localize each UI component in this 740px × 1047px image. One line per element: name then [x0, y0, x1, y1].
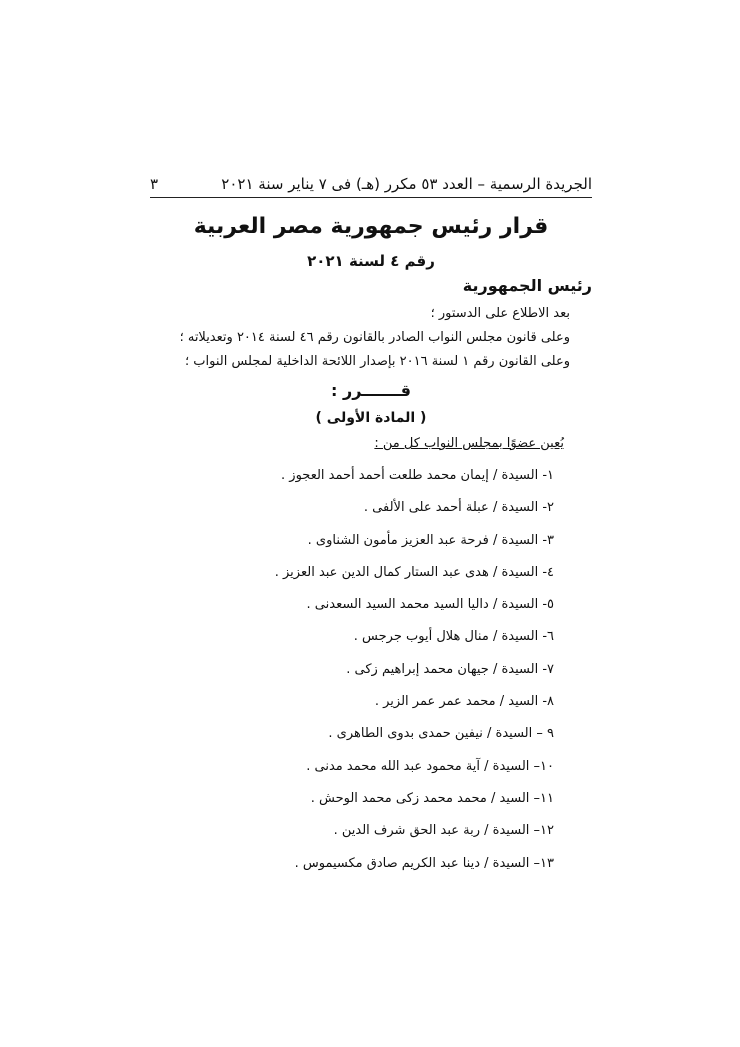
decree-number: رقم ٤ لسنة ٢٠٢١	[307, 252, 435, 270]
header-divider	[150, 197, 592, 198]
member-item: ١٢– السيدة / ربة عبد الحق شرف الدين .	[333, 823, 554, 839]
members-list	[275, 460, 554, 880]
decided-heading: قـــــــرر :	[331, 381, 411, 400]
member-item: ٤- السيدة / هدى عبد الستار كمال الدين عبد العزيز .	[274, 564, 554, 580]
article-heading: ( المادة الأولى )	[315, 410, 427, 426]
member-item: ٦- السيدة / منال هلال أيوب جرجس .	[353, 629, 554, 645]
decree-title: قرار رئيس جمهورية مصر العربية	[193, 214, 549, 239]
appointment-intro: يُعين عضوًا بمجلس النواب كل من :	[374, 436, 564, 451]
member-item: ٧- السيدة / جيهان محمد إبراهيم زكى .	[346, 661, 554, 677]
page-number: ٣	[150, 175, 159, 193]
preamble-line: وعلى قانون مجلس النواب الصادر بالقانون رقم ٤٦ لسنة ٢٠١٤ وتعديلاته ؛	[179, 330, 570, 345]
member-item: ١٠– السيدة / آية محمود عبد الله محمد مدنى .	[306, 758, 554, 774]
member-item: ١٣– السيدة / دينا عبد الكريم صادق مكسيموس .	[294, 855, 554, 871]
preamble-line: بعد الاطلاع على الدستور ؛	[430, 306, 570, 321]
member-item: ٢- السيدة / عبلة أحمد على الألفى .	[363, 500, 554, 516]
issuer-heading: رئيس الجمهورية	[462, 276, 592, 295]
preamble-list	[180, 302, 570, 374]
member-item: ٨- السيد / محمد عمر عمر الزير .	[374, 694, 554, 710]
member-item: ٩ – السيدة / نيفين حمدى بدوى الطاهرى .	[328, 726, 554, 742]
preamble-line: وعلى القانون رقم ١ لسنة ٢٠١٦ بإصدار اللائحة الداخلية لمجلس النواب ؛	[185, 354, 570, 369]
member-item: ١- السيدة / إيمان محمد طلعت أحمد أحمد العجوز .	[281, 468, 554, 483]
page-header	[150, 172, 592, 196]
member-item: ٥- السيدة / داليا السيد محمد السيد السعدنى .	[306, 597, 554, 613]
gazette-title: الجريدة الرسمية – العدد ٥٣ مكرر (هـ) فى ٧ يناير سنة ٢٠٢١	[221, 175, 592, 193]
member-item: ١١– السيد / محمد محمد زكى محمد الوحش .	[310, 790, 554, 806]
member-item: ٣- السيدة / فرحة عبد العزيز مأمون الشناوى .	[307, 532, 554, 548]
